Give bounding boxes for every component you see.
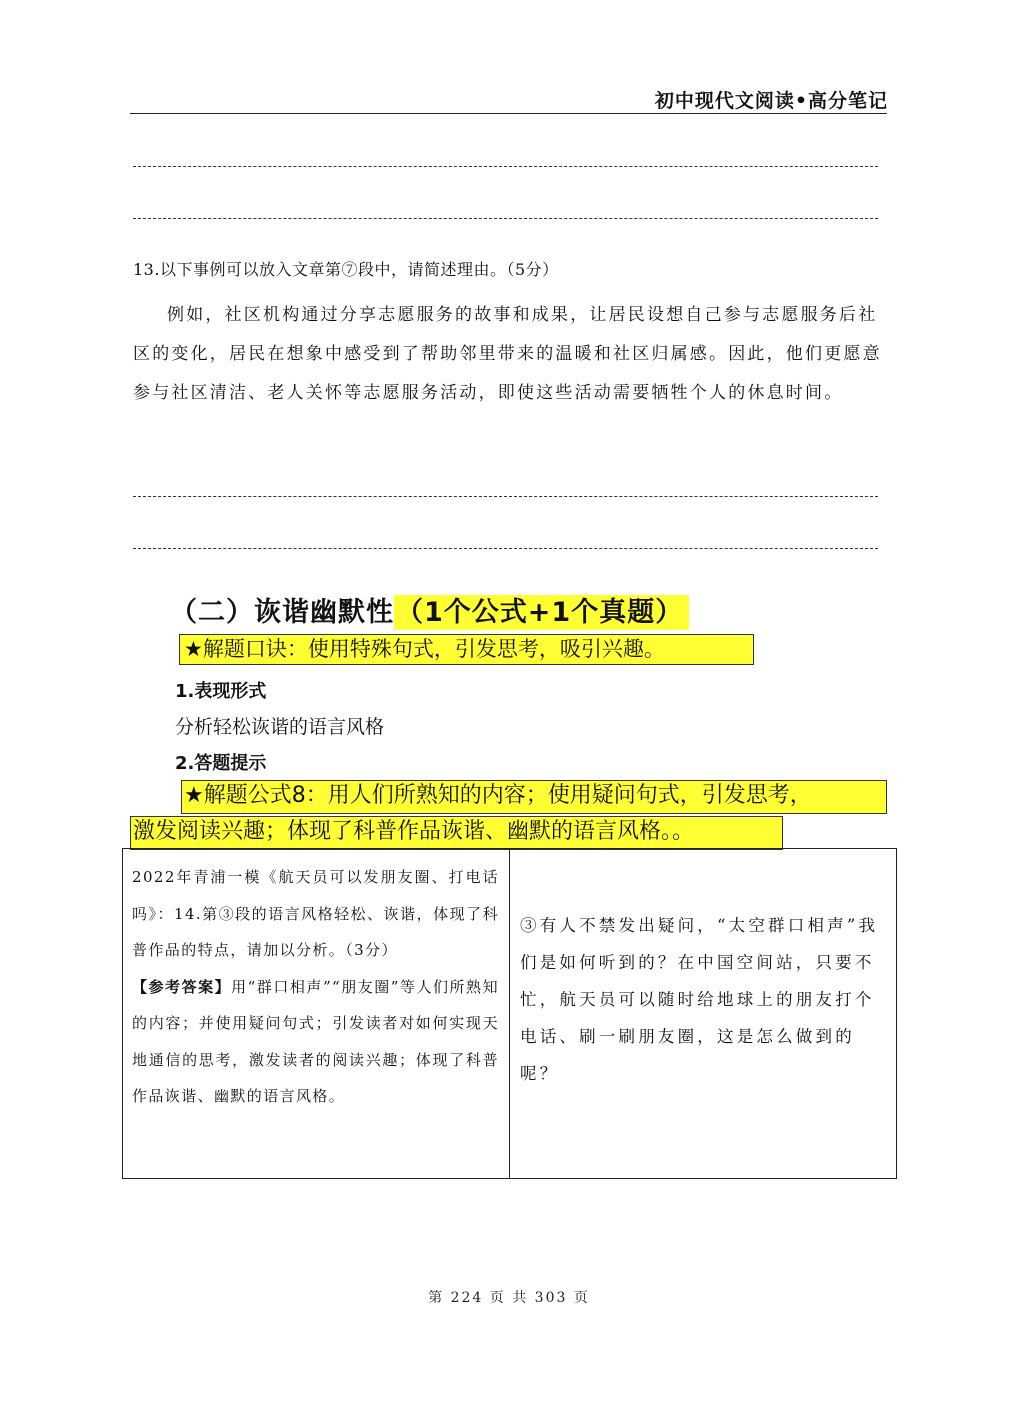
form-description: 分析轻松诙谐的语言风格	[175, 716, 385, 738]
sub-heading-tips: 2.答题提示	[175, 753, 267, 774]
section-heading	[170, 590, 689, 629]
section-heading-plain: （二）诙谐幽默性	[170, 597, 394, 628]
formula-line-1: ★解题公式8：用人们所熟知的内容；使用疑问句式，引发思考，	[181, 780, 887, 814]
answer-line	[133, 548, 878, 549]
example-excerpt-cell	[510, 849, 896, 1178]
example-question: 2022年青浦一模《航天员可以发朋友圈、打电话吗》：14.第③段的语言风格轻松、诙谐，体现了科普作品的特点，请加以分析。（3分）	[132, 868, 499, 959]
question-13: 13.以下事例可以放入文章第⑦段中，请简述理由。（5分）	[133, 260, 559, 279]
sub-heading-form: 1.表现形式	[175, 681, 267, 702]
answer-line	[133, 218, 878, 219]
example-table	[122, 848, 897, 1179]
example-excerpt: ③有人不禁发出疑问，“太空群口相声”我们是如何听到的？在中国空间站，只要不忙，航天员可以随时给地球上的朋友打个电话、刷一刷朋友圈，这是怎么做到的呢？	[520, 916, 879, 1083]
example-question-cell	[123, 849, 510, 1178]
header-title: 初中现代文阅读•高分笔记	[654, 90, 888, 112]
answer-label: 【参考答案】	[132, 977, 232, 996]
header-rule	[130, 113, 887, 114]
example-answer: 用“群口相声”“朋友圈”等人们所熟知的内容；并使用疑问句式；引发读者对如何实现天地通信的思考，激发读者的阅读兴趣；体现了科普作品诙谐、幽默的语言风格。	[132, 977, 499, 1105]
tip-box: ★解题口诀：使用特殊句式，引发思考，吸引兴趣。	[179, 634, 754, 665]
section-heading-highlight: （1个公式+1个真题）	[394, 595, 689, 630]
answer-line	[133, 166, 878, 167]
formula-line-2: 激发阅读兴趣；体现了科普作品诙谐、幽默的语言风格。。	[130, 816, 783, 850]
answer-line	[133, 496, 878, 497]
question-passage: 例如，社区机构通过分享志愿服务的故事和成果，让居民设想自己参与志愿服务后社区的变化，居民在想象中感受到了帮助邻里带来的温暖和社区归属感。因此，他们更愿意参与社区清洁、老人关怀等志愿服务活动，即使这些活动需要牺牲个人的休息时间。	[133, 305, 882, 403]
page-number: 第 224 页 共 303 页	[428, 1290, 590, 1306]
